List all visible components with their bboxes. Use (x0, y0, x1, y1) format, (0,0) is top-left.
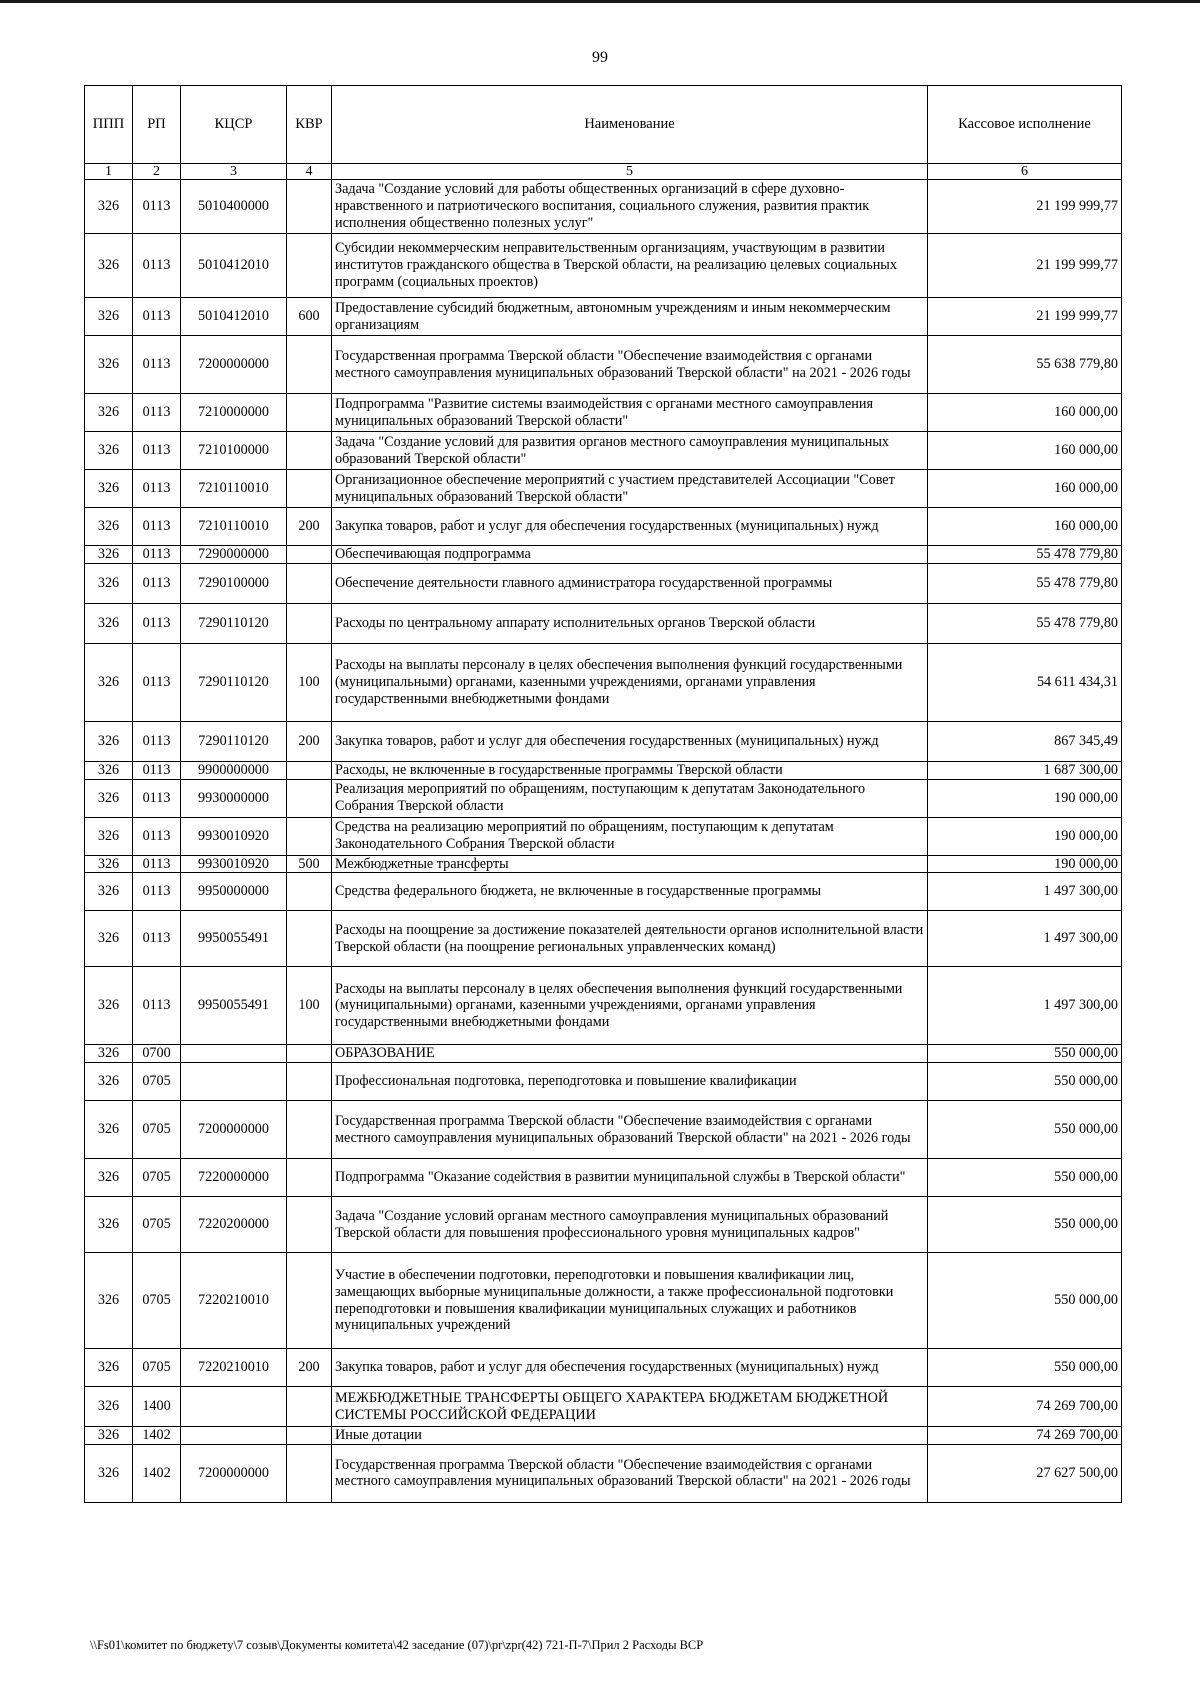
cell-amount: 21 199 999,77 (928, 298, 1122, 336)
cell-kvr: 200 (287, 721, 332, 761)
cell-ppp: 326 (85, 817, 133, 855)
cell-kcsr: 7200000000 (181, 336, 287, 394)
cell-rp: 0113 (133, 817, 181, 855)
cell-kvr (287, 180, 332, 234)
table-row (85, 855, 1122, 873)
cell-name: Задача "Создание условий органам местного самоуправления муниципальных образований Тверской области для повышения профессионального уровня муниципальных кадров" (332, 1197, 928, 1253)
cell-amount: 550 000,00 (928, 1349, 1122, 1387)
cell-name: Обеспечивающая подпрограмма (332, 546, 928, 564)
cell-name: Средства на реализацию мероприятий по обращениям, поступающим к депутатам Законодательного Собрания Тверской области (332, 817, 928, 855)
cell-name: Задача "Создание условий для развития органов местного самоуправления муниципальных образований Тверской области" (332, 432, 928, 470)
table-row (85, 721, 1122, 761)
page-number: 99 (592, 49, 608, 66)
cell-kvr (287, 1427, 332, 1445)
column-number: 4 (287, 164, 332, 180)
cell-ppp: 326 (85, 432, 133, 470)
cell-ppp: 326 (85, 1349, 133, 1387)
cell-kvr: 100 (287, 967, 332, 1045)
cell-amount: 550 000,00 (928, 1101, 1122, 1159)
cell-amount: 21 199 999,77 (928, 180, 1122, 234)
cell-ppp: 326 (85, 1427, 133, 1445)
cell-name: Задача "Создание условий для работы общественных организаций в сфере духовно-нравственного и патриотического воспитания, социального служения, развития практик исполнения общественно полезных услуг" (332, 180, 928, 234)
header-kcsr: КЦСР (181, 86, 287, 164)
cell-name: Иные дотации (332, 1427, 928, 1445)
cell-kvr (287, 1159, 332, 1197)
cell-kvr (287, 1063, 332, 1101)
table-row (85, 432, 1122, 470)
cell-name: Профессиональная подготовка, переподготовка и повышение квалификации (332, 1063, 928, 1101)
cell-rp: 0113 (133, 603, 181, 643)
cell-kvr: 100 (287, 643, 332, 721)
table-row (85, 643, 1122, 721)
cell-kcsr: 7200000000 (181, 1101, 287, 1159)
cell-ppp: 326 (85, 855, 133, 873)
cell-kvr (287, 911, 332, 967)
header-ppp: ППП (85, 86, 133, 164)
cell-amount: 1 497 300,00 (928, 873, 1122, 911)
cell-name: Государственная программа Тверской области "Обеспечение взаимодействия с органами местного самоуправления муниципальных образований Тверской области" на 2021 - 2026 годы (332, 1444, 928, 1502)
cell-kcsr: 7290110120 (181, 603, 287, 643)
cell-ppp: 326 (85, 1253, 133, 1349)
cell-ppp: 326 (85, 508, 133, 546)
cell-ppp: 326 (85, 779, 133, 817)
cell-name: Расходы по центральному аппарату исполнительных органов Тверской области (332, 603, 928, 643)
cell-kcsr: 7200000000 (181, 1444, 287, 1502)
table-row (85, 1197, 1122, 1253)
table-row (85, 180, 1122, 234)
header-amount: Кассовое исполнение (928, 86, 1122, 164)
table-row (85, 761, 1122, 779)
table-row (85, 1101, 1122, 1159)
cell-kcsr: 7220200000 (181, 1197, 287, 1253)
cell-kcsr: 9950055491 (181, 911, 287, 967)
cell-rp: 0705 (133, 1159, 181, 1197)
table-row (85, 394, 1122, 432)
cell-kvr (287, 336, 332, 394)
table-row (85, 1063, 1122, 1101)
cell-rp: 0113 (133, 761, 181, 779)
cell-kcsr: 9950055491 (181, 967, 287, 1045)
cell-kcsr (181, 1045, 287, 1063)
column-number: 2 (133, 164, 181, 180)
cell-name: Государственная программа Тверской области "Обеспечение взаимодействия с органами местного самоуправления муниципальных образований Тверской области" на 2021 - 2026 годы (332, 1101, 928, 1159)
cell-rp: 0113 (133, 394, 181, 432)
cell-kvr: 500 (287, 855, 332, 873)
table-row (85, 873, 1122, 911)
table-row (85, 1427, 1122, 1445)
column-number: 5 (332, 164, 928, 180)
cell-amount: 74 269 700,00 (928, 1427, 1122, 1445)
cell-kvr (287, 432, 332, 470)
cell-name: Подпрограмма "Оказание содействия в развитии муниципальной службы в Тверской области" (332, 1159, 928, 1197)
cell-name: Государственная программа Тверской области "Обеспечение взаимодействия с органами местного самоуправления муниципальных образований Тверской области" на 2021 - 2026 годы (332, 336, 928, 394)
cell-name: Субсидии некоммерческим неправительственным организациям, участвующим в развитии институтов гражданского общества в Тверской области, на реализацию целевых социальных программ (социальных проектов) (332, 234, 928, 298)
cell-name: Подпрограмма "Развитие системы взаимодействия с органами местного самоуправления муниципальных образований Тверской области" (332, 394, 928, 432)
cell-name: Закупка товаров, работ и услуг для обеспечения государственных (муниципальных) нужд (332, 508, 928, 546)
cell-kvr (287, 761, 332, 779)
table-row (85, 1444, 1122, 1502)
cell-name: Закупка товаров, работ и услуг для обеспечения государственных (муниципальных) нужд (332, 721, 928, 761)
cell-kcsr: 7290110120 (181, 721, 287, 761)
table-row (85, 1387, 1122, 1427)
cell-rp: 0705 (133, 1253, 181, 1349)
cell-kcsr: 7210110010 (181, 508, 287, 546)
cell-kcsr: 7220210010 (181, 1349, 287, 1387)
cell-amount: 1 687 300,00 (928, 761, 1122, 779)
cell-kcsr (181, 1427, 287, 1445)
cell-ppp: 326 (85, 1063, 133, 1101)
cell-name: Реализация мероприятий по обращениям, поступающим к депутатам Законодательного Собрания Тверской области (332, 779, 928, 817)
cell-kvr (287, 394, 332, 432)
scan-top-border (0, 0, 1200, 3)
cell-kcsr: 7210110010 (181, 470, 287, 508)
column-number: 1 (85, 164, 133, 180)
cell-kcsr: 9950000000 (181, 873, 287, 911)
cell-ppp: 326 (85, 234, 133, 298)
cell-amount: 54 611 434,31 (928, 643, 1122, 721)
cell-rp: 0705 (133, 1197, 181, 1253)
cell-amount: 867 345,49 (928, 721, 1122, 761)
cell-rp: 0113 (133, 911, 181, 967)
cell-rp: 0113 (133, 721, 181, 761)
cell-kcsr: 7290100000 (181, 563, 287, 603)
table-row (85, 967, 1122, 1045)
cell-kvr (287, 603, 332, 643)
cell-kvr (287, 546, 332, 564)
cell-ppp: 326 (85, 1197, 133, 1253)
cell-amount: 55 478 779,80 (928, 563, 1122, 603)
table-row (85, 298, 1122, 336)
cell-kvr (287, 563, 332, 603)
cell-amount: 550 000,00 (928, 1253, 1122, 1349)
cell-rp: 1402 (133, 1427, 181, 1445)
cell-kcsr: 9930010920 (181, 817, 287, 855)
cell-kvr (287, 779, 332, 817)
cell-name: Расходы на поощрение за достижение показателей деятельности органов исполнительной власти Тверской области (на поощрение региональных управленческих команд) (332, 911, 928, 967)
cell-ppp: 326 (85, 1444, 133, 1502)
cell-ppp: 326 (85, 180, 133, 234)
cell-amount: 55 478 779,80 (928, 603, 1122, 643)
column-number: 3 (181, 164, 287, 180)
table-row (85, 470, 1122, 508)
header-row (85, 86, 1122, 164)
cell-rp: 0113 (133, 546, 181, 564)
cell-ppp: 326 (85, 603, 133, 643)
cell-amount: 74 269 700,00 (928, 1387, 1122, 1427)
table-row (85, 817, 1122, 855)
cell-kvr: 200 (287, 1349, 332, 1387)
cell-amount: 190 000,00 (928, 817, 1122, 855)
cell-kvr (287, 873, 332, 911)
cell-name: МЕЖБЮДЖЕТНЫЕ ТРАНСФЕРТЫ ОБЩЕГО ХАРАКТЕРА БЮДЖЕТАМ БЮДЖЕТНОЙ СИСТЕМЫ РОССИЙСКОЙ ФЕДЕРАЦИИ (332, 1387, 928, 1427)
table-row (85, 234, 1122, 298)
table-row (85, 603, 1122, 643)
table-row (85, 1159, 1122, 1197)
cell-amount: 550 000,00 (928, 1197, 1122, 1253)
cell-name: Расходы на выплаты персоналу в целях обеспечения выполнения функций государственными (муниципальными) органами, казенными учреждениями, органами управления государственными внебюджетными фондами (332, 967, 928, 1045)
cell-amount: 550 000,00 (928, 1045, 1122, 1063)
cell-kcsr: 5010412010 (181, 298, 287, 336)
column-number-row (85, 164, 1122, 180)
cell-ppp: 326 (85, 470, 133, 508)
table-row (85, 911, 1122, 967)
table-row (85, 508, 1122, 546)
cell-amount: 21 199 999,77 (928, 234, 1122, 298)
cell-kcsr: 9900000000 (181, 761, 287, 779)
column-number: 6 (928, 164, 1122, 180)
cell-amount: 55 638 779,80 (928, 336, 1122, 394)
cell-kvr: 600 (287, 298, 332, 336)
table-row (85, 563, 1122, 603)
cell-ppp: 326 (85, 1045, 133, 1063)
cell-rp: 0113 (133, 432, 181, 470)
cell-amount: 550 000,00 (928, 1159, 1122, 1197)
cell-amount: 160 000,00 (928, 508, 1122, 546)
cell-kvr (287, 234, 332, 298)
cell-name: Обеспечение деятельности главного администратора государственной программы (332, 563, 928, 603)
cell-ppp: 326 (85, 761, 133, 779)
table-row (85, 336, 1122, 394)
cell-kvr (287, 1045, 332, 1063)
cell-kvr (287, 1444, 332, 1502)
cell-rp: 0113 (133, 234, 181, 298)
cell-ppp: 326 (85, 873, 133, 911)
cell-name: Предоставление субсидий бюджетным, автономным учреждениям и иным некоммерческим организациям (332, 298, 928, 336)
cell-rp: 0113 (133, 967, 181, 1045)
cell-name: Расходы, не включенные в государственные программы Тверской области (332, 761, 928, 779)
cell-kcsr: 7210000000 (181, 394, 287, 432)
cell-name: Межбюджетные трансферты (332, 855, 928, 873)
cell-kvr (287, 1197, 332, 1253)
cell-rp: 0113 (133, 873, 181, 911)
cell-name: Организационное обеспечение мероприятий с участием представителей Ассоциации "Совет муниципальных образований Тверской области" (332, 470, 928, 508)
cell-name: Закупка товаров, работ и услуг для обеспечения государственных (муниципальных) нужд (332, 1349, 928, 1387)
cell-kcsr: 5010412010 (181, 234, 287, 298)
cell-ppp: 326 (85, 911, 133, 967)
cell-amount: 27 627 500,00 (928, 1444, 1122, 1502)
cell-kcsr (181, 1387, 287, 1427)
cell-kcsr: 9930000000 (181, 779, 287, 817)
cell-amount: 1 497 300,00 (928, 967, 1122, 1045)
cell-ppp: 326 (85, 721, 133, 761)
cell-kvr (287, 817, 332, 855)
cell-kcsr: 7210100000 (181, 432, 287, 470)
cell-kvr (287, 1101, 332, 1159)
cell-rp: 0705 (133, 1063, 181, 1101)
header-name: Наименование (332, 86, 928, 164)
table-row (85, 1253, 1122, 1349)
cell-ppp: 326 (85, 1387, 133, 1427)
cell-rp: 0700 (133, 1045, 181, 1063)
cell-rp: 0113 (133, 336, 181, 394)
cell-amount: 1 497 300,00 (928, 911, 1122, 967)
table-row (85, 779, 1122, 817)
cell-rp: 0113 (133, 298, 181, 336)
cell-ppp: 326 (85, 336, 133, 394)
cell-amount: 190 000,00 (928, 779, 1122, 817)
cell-rp: 0113 (133, 779, 181, 817)
cell-rp: 0705 (133, 1101, 181, 1159)
table-row (85, 1045, 1122, 1063)
cell-kvr (287, 1253, 332, 1349)
cell-ppp: 326 (85, 546, 133, 564)
cell-kvr (287, 1387, 332, 1427)
cell-ppp: 326 (85, 563, 133, 603)
cell-rp: 0113 (133, 643, 181, 721)
cell-name: Участие в обеспечении подготовки, переподготовки и повышения квалификации лиц, замещающих выборные муниципальные должности, а также профессиональной подготовки переподготовки и повышения квалификации муниципальных служащих и работников муниципальных учреждений (332, 1253, 928, 1349)
cell-rp: 0705 (133, 1349, 181, 1387)
cell-kcsr: 7220210010 (181, 1253, 287, 1349)
cell-kcsr: 5010400000 (181, 180, 287, 234)
cell-amount: 190 000,00 (928, 855, 1122, 873)
cell-rp: 0113 (133, 508, 181, 546)
table-row (85, 1349, 1122, 1387)
cell-ppp: 326 (85, 298, 133, 336)
cell-kcsr: 7220000000 (181, 1159, 287, 1197)
expenditure-table (84, 85, 1122, 1503)
cell-kvr: 200 (287, 508, 332, 546)
cell-ppp: 326 (85, 1101, 133, 1159)
cell-kcsr: 7290110120 (181, 643, 287, 721)
cell-rp: 0113 (133, 855, 181, 873)
cell-amount: 160 000,00 (928, 470, 1122, 508)
cell-rp: 0113 (133, 470, 181, 508)
cell-kcsr: 7290000000 (181, 546, 287, 564)
cell-amount: 550 000,00 (928, 1063, 1122, 1101)
cell-ppp: 326 (85, 643, 133, 721)
table-row (85, 546, 1122, 564)
cell-kvr (287, 470, 332, 508)
cell-ppp: 326 (85, 394, 133, 432)
cell-rp: 1402 (133, 1444, 181, 1502)
cell-amount: 160 000,00 (928, 432, 1122, 470)
cell-amount: 55 478 779,80 (928, 546, 1122, 564)
cell-kcsr (181, 1063, 287, 1101)
file-path-footer: \\Fs01\комитет по бюджету\7 созыв\Документы комитета\42 заседание (07)\pr\zpr(42) 721-П-7\Прил 2 Расходы ВСР (90, 1638, 704, 1652)
cell-kcsr: 9930010920 (181, 855, 287, 873)
cell-rp: 0113 (133, 180, 181, 234)
header-rp: РП (133, 86, 181, 164)
cell-name: ОБРАЗОВАНИЕ (332, 1045, 928, 1063)
cell-amount: 160 000,00 (928, 394, 1122, 432)
cell-ppp: 326 (85, 1159, 133, 1197)
cell-name: Расходы на выплаты персоналу в целях обеспечения выполнения функций государственными (муниципальными) органами, казенными учреждениями, органами управления государственными внебюджетными фондами (332, 643, 928, 721)
cell-name: Средства федерального бюджета, не включенные в государственные программы (332, 873, 928, 911)
cell-ppp: 326 (85, 967, 133, 1045)
cell-rp: 1400 (133, 1387, 181, 1427)
header-kvr: КВР (287, 86, 332, 164)
cell-rp: 0113 (133, 563, 181, 603)
